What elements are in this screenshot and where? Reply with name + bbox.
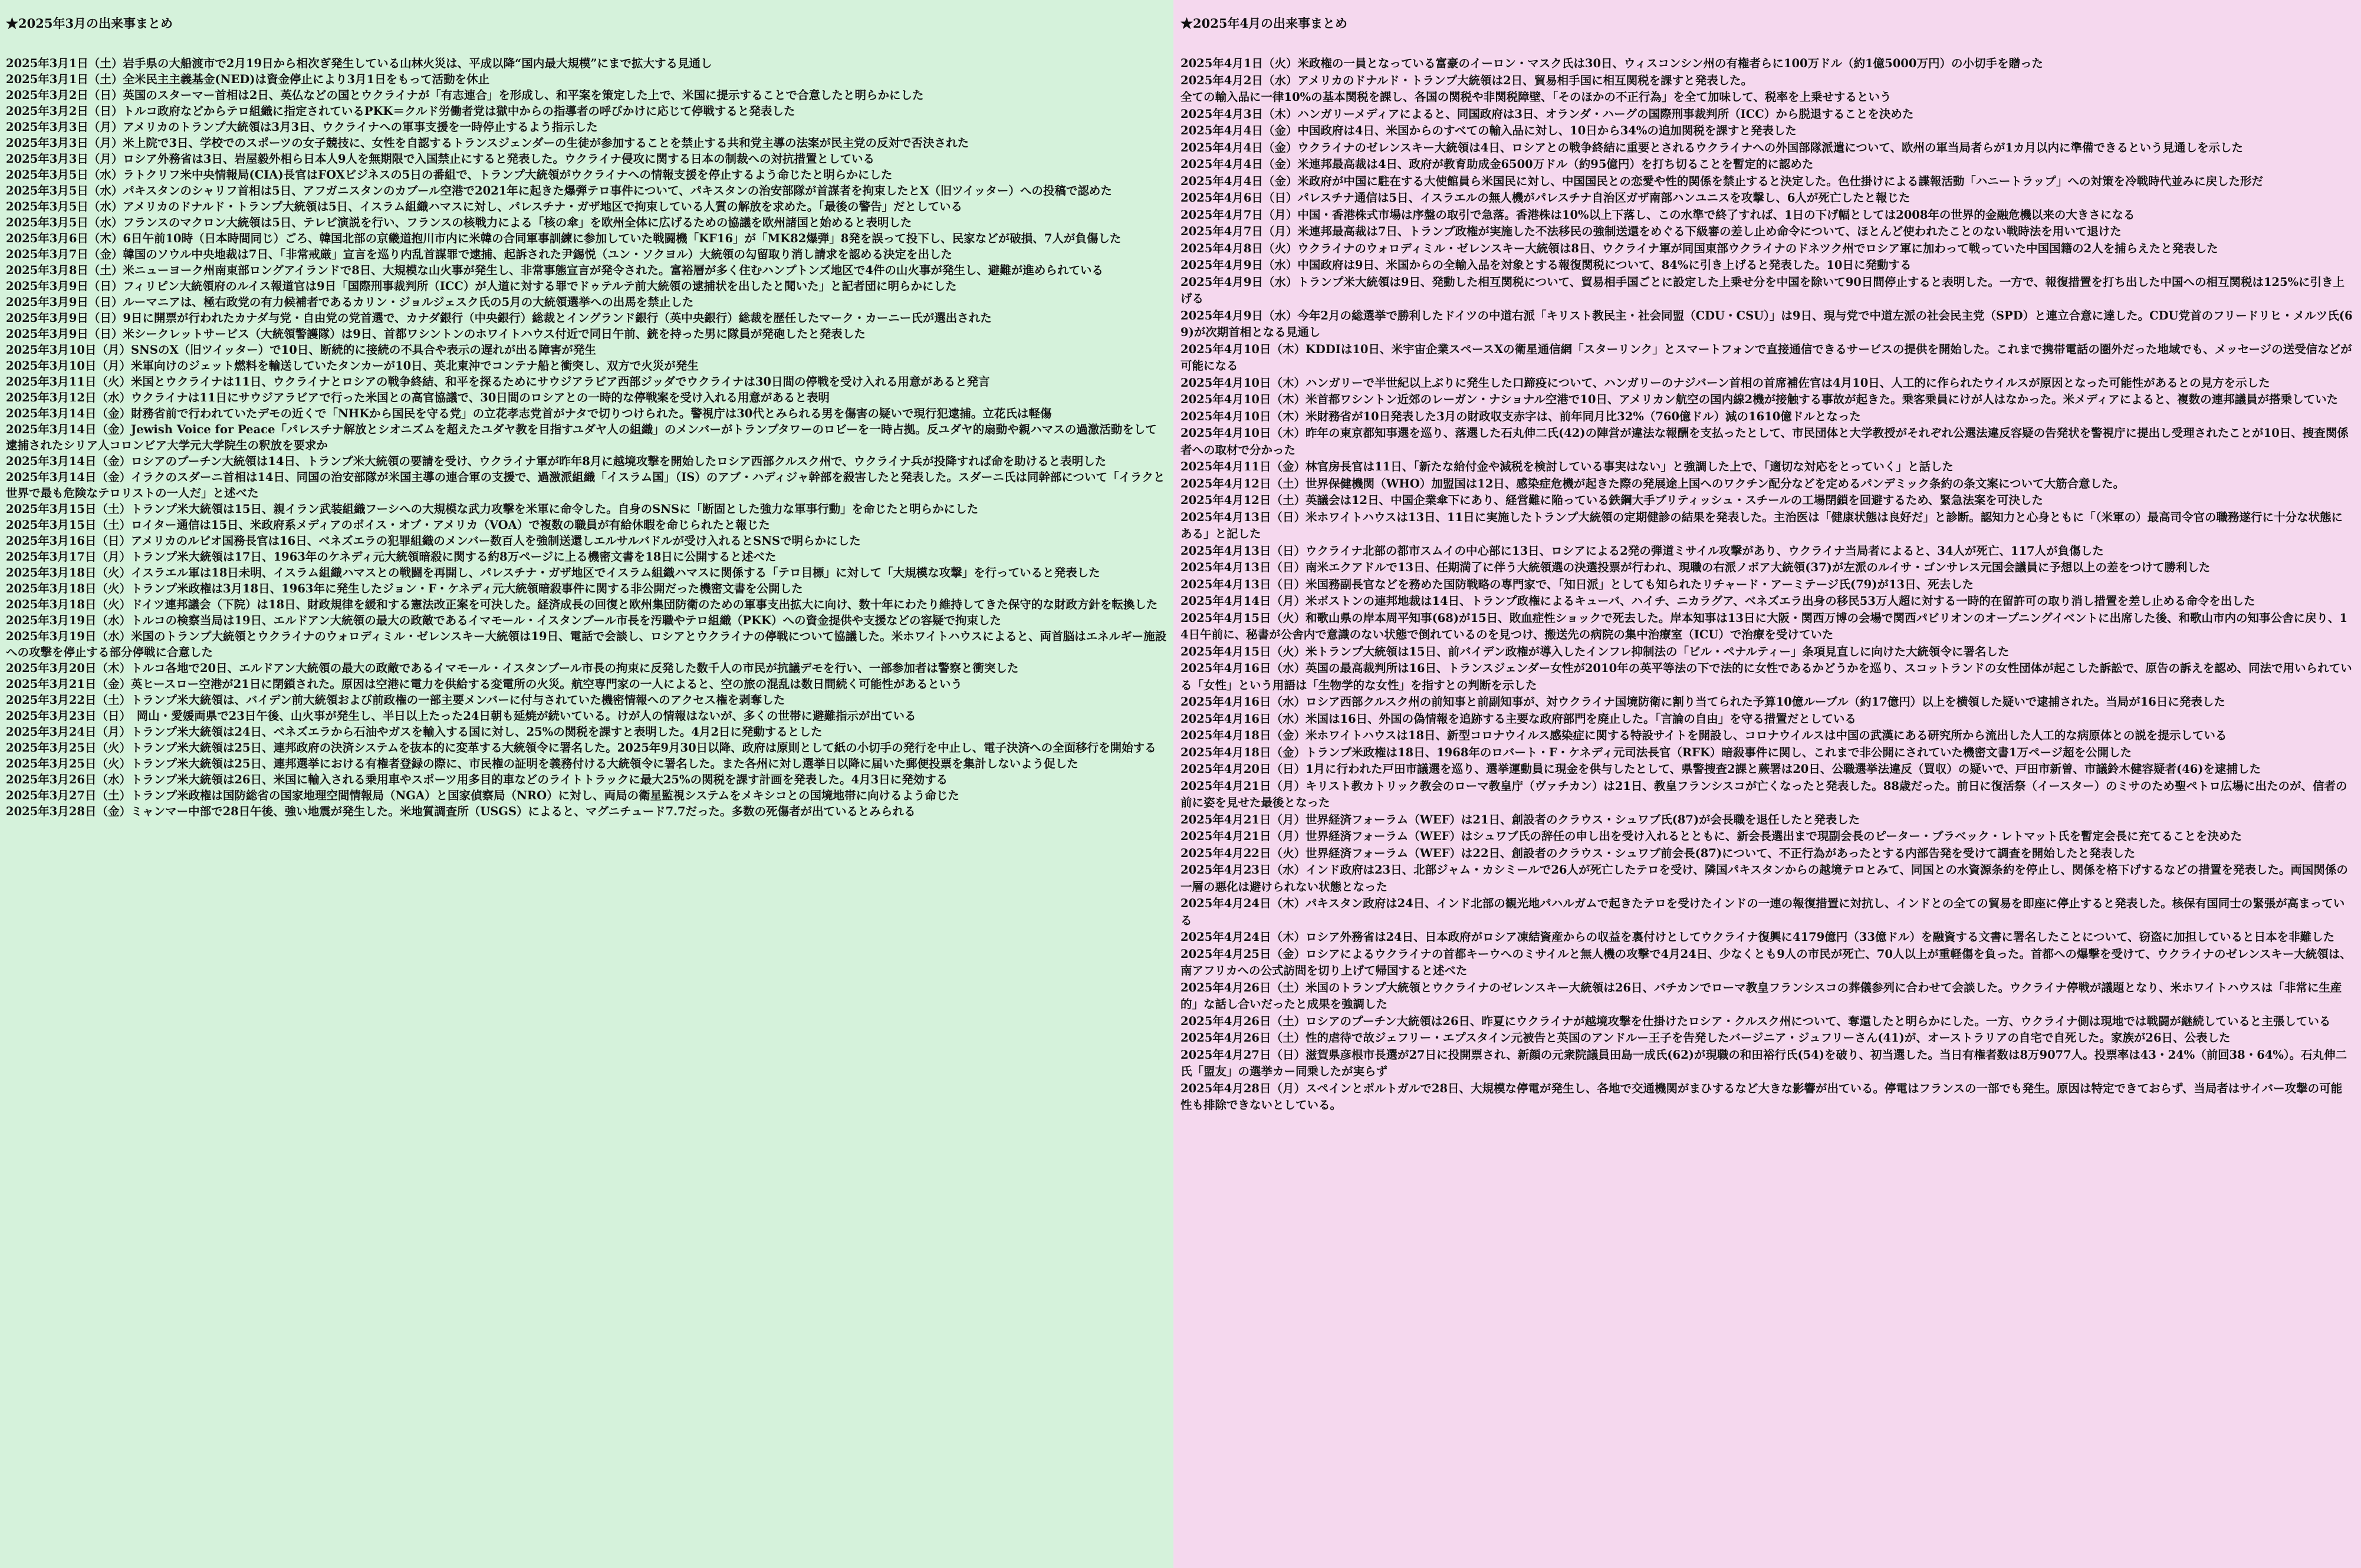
event-entry: 2025年4月8日（火）ウクライナのウォロディミル・ゼレンスキー大統領は8日、ウクライナ軍が同国東部ウクライナのドネツク州でロシア軍に加わって戦っていた中国国籍の2人を捕らえたと発表した (1180, 241, 2218, 255)
event-entry: 2025年4月10日（木）米首都ワシントン近郊のレーガン・ナショナル空港で10日、アメリカン航空の国内線2機が接触する事故が起きた。乗客乗員にけが人はなかった。米メディアによると、複数の連邦議員が搭乗していた (1180, 393, 2339, 406)
event-entry: 2025年3月10日（月）米軍向けのジェット燃料を輸送していたタンカーが10日、英北東沖でコンテナ船と衝突し、双方で火災が発生 (6, 359, 699, 373)
event-entry: 2025年3月2日（日）英国のスターマー首相は2日、英仏などの国とウクライナが「有志連合」を形成し、和平案を策定した上で、米国に提示することで合意したと明らかにした (6, 88, 924, 102)
event-entry: 2025年3月15日（土）トランプ米大統領は15日、親イラン武装組織フーシへの大規模な武力攻撃を米軍に命令した。自身のSNSに「断固とした強力な軍事行動」を命じたと明らかにした (6, 502, 979, 516)
event-entry: 2025年3月25日（火）トランプ米大統領は25日、連邦選挙における有権者登録の際に、市民権の証明を義務付ける大統領令に署名した。また各州に対し選挙日以降に届いた郵便投票を集計しないよう促した (6, 757, 1078, 770)
event-entry: 2025年4月4日（金）米連邦最高裁は4日、政府が教育助成金6500万ドル（約95億円）を打ち切ることを暫定的に認めた (1180, 157, 1814, 171)
event-entry: 2025年4月9日（水）中国政府は9日、米国からの全輸入品を対象とする報復関税について、84%に引き上げると発表した。10日に発動する (1180, 258, 1912, 272)
event-entry: 2025年3月1日（土）全米民主主義基金(NED)は資金停止により3月1日をもって活動を休止 (6, 73, 490, 86)
event-entry: 2025年3月17日（月）トランプ米大統領は17日、1963年のケネディ元大統領暗殺に関する約8万ページに上る機密文書を18日に公開すると述べた (6, 550, 777, 564)
event-entry: 2025年3月3日（月）ロシア外務省は3日、岩屋毅外相ら日本人9人を無期限で入国禁止にすると発表した。ウクライナ侵攻に関する日本の制裁への対抗措置としている (6, 152, 874, 166)
event-entry: 2025年4月12日（土）世界保健機関（WHO）加盟国は12日、感染症危機が起きた際の発展途上国へのワクチン配分などを定めるパンデミック条約の条文案について大筋合意した。 (1180, 476, 2125, 490)
april-column (1173, 0, 2361, 1568)
event-entry: 2025年3月2日（日）トルコ政府などからテロ組織に指定されているPKK＝クルド労働者党は獄中からの指導者の呼びかけに応じて停戦すると発表した (6, 104, 795, 118)
event-entry: 2025年3月15日（土）ロイター通信は15日、米政府系メディアのボイス・オブ・アメリカ（VOA）で複数の職員が有給休暇を命じられたと報じた (6, 518, 770, 532)
event-entry: 2025年4月11日（金）林官房長官は11日、「新たな給付金や減税を検討している事実はない」と強調した上で、「適切な対応をとっていく」と話した (1180, 460, 1954, 473)
event-entry: 2025年4月3日（木）ハンガリーメディアによると、同国政府は3日、オランダ・ハーグの国際刑事裁判所（ICC）から脱退することを決めた (1180, 107, 1914, 121)
event-entry: 2025年4月18日（金）米ホワイトハウスは18日、新型コロナウイルス感染症に関する特設サイトを開設し、コロナウイルスは中国の武漢にある研究所から流出した人工的な病原体との説を提示している (1180, 729, 2227, 742)
event-entry: 2025年3月20日（木）トルコ各地で20日、エルドアン大統領の最大の政敵であるイマモール・イスタンブール市長の拘束に反発した数千人の市民が抗議デモを行い、一部参加者は警察と衝突した (6, 661, 1019, 675)
event-entry: 2025年4月10日（木）米財務省が10日発表した3月の財政収支赤字は、前年同月比32%（760億ドル）減の1610億ドルとなった (1180, 409, 1861, 423)
event-entry: 2025年4月9日（水）今年2月の総選挙で勝利したドイツの中道右派「キリスト教民主・社会同盟（CDU・CSU）」は9日、現与党で中道左派の社会民主党（SPD）と連立合意に達した。CDU党首のフリードリヒ・メルツ氏(69)が次期首相となる見通し (1180, 308, 2353, 339)
event-entry: 2025年3月6日（木）6日午前10時（日本時間同じ）ごろ、韓国北部の京畿道抱川市内に米韓の合同軍事訓練に参加していた戦闘機「KF16」が「MK82爆弾」8発を誤って投下し、民家などが破損、7人が負傷した (6, 232, 1122, 245)
event-entry: 2025年4月13日（日）南米エクアドルで13日、任期満了に伴う大統領選の決選投票が行われ、現職の右派ノボア大統領(37)が左派のルイサ・ゴンサレス元国会議員に予想以上の差をつけて勝利した (1180, 561, 2211, 574)
march-column (0, 0, 1173, 1568)
event-entry: 2025年4月13日（日）米国務副長官などを務めた国防戦略の専門家で、「知日派」としても知られたリチャード・アーミテージ氏(79)が13日、死去した (1180, 577, 1974, 591)
event-entry: 2025年4月4日（金）米政府が中国に駐在する大使館員ら米国民に対し、中国国民との恋愛や性的関係を禁止すると決定した。色仕掛けによる諜報活動「ハニートラップ」への対策を冷戦時代並みに戻した形だ (1180, 174, 2264, 188)
event-entry: 2025年4月4日（金）ウクライナのゼレンスキー大統領は4日、ロシアとの戦争終結に重要とされるウクライナへの外国部隊派遣について、欧州の軍当局者らが1カ月以内に準備できるという見通しを示した (1180, 140, 2244, 154)
event-entry: 2025年3月27日（土）トランプ米政権は国防総省の国家地理空間情報局（NGA）と国家偵察局（NRO）に対し、両局の衛星監視システムをメキシコとの国境地帯に向けるよう命じた (6, 789, 959, 802)
event-entry: 2025年4月13日（日）米ホワイトハウスは13日、11日に実施したトランプ大統領の定期健診の結果を発表した。主治医は「健康状態は良好だ」と診断。認知力と心身ともに「（米軍の）最高司令官の職務遂行に十分な状態にある」と記した (1180, 510, 2343, 541)
event-entry: 2025年3月21日（金）英ヒースロー空港が21日に閉鎖された。原因は空港に電力を供給する変電所の火災。航空専門家の一人によると、空の旅の混乱は数日間続く可能性があるという (6, 677, 962, 691)
event-entry: 2025年4月28日（月）スペインとポルトガルで28日、大規模な停電が発生し、各地で交通機関がまひするなど大きな影響が出ている。停電はフランスの一部でも発生。原因は特定できておらず、当局者はサイバー攻撃の可能性も排除できないとしている。 (1180, 1081, 2343, 1112)
event-entry: 2025年3月8日（土）米ニューヨーク州南東部ロングアイランドで8日、大規模な山火事が発生し、非常事態宣言が発令された。富裕層が多く住むハンプトンズ地区で4件の山火事が発生し、避難が進められている (6, 263, 1103, 277)
event-entry: 2025年4月21日（月）キリスト教カトリック教会のローマ教皇庁（ヴァチカン）は21日、教皇フランシスコが亡くなったと発表した。88歳だった。前日に復活祭（イースター）のミサのため聖ペトロ広場に出たのが、信者の前に姿を見せた最後となった (1180, 779, 2347, 809)
event-entry: 2025年4月10日（木）昨年の東京都知事選を巡り、落選した石丸伸二氏(42)の陣営が違法な報酬を支払ったとして、市民団体と大学教授がそれぞれ公選法違反容疑の告発状を警視庁に提出し受理されたことが10日、捜査関係者への取材で分かった (1180, 426, 2349, 457)
event-entry: 2025年3月24日（月）トランプ米大統領は24日、ベネズエラから石油やガスを輸入する国に対し、25%の関税を課すと表明した。4月2日に発動するとした (6, 725, 823, 739)
event-entry: 2025年3月3日（月）米上院で3日、学校でのスポーツの女子競技に、女性を自認するトランスジェンダーの生徒が参加することを禁止する共和党主導の法案が民主党の反対で否決された (6, 136, 969, 150)
event-entry: 2025年4月15日（火）米トランプ大統領は15日、前バイデン政権が導入したインフレ抑制法の「ビル・ペナルティー」条項見直しに向けた大統領令に署名した (1180, 644, 2010, 658)
event-entry: 2025年4月15日（火）和歌山県の岸本周平知事(68)が15日、敗血症性ショックで死去した。岸本知事は13日に大阪・関西万博の会場で関西パビリオンのオープニングイベントに出席した後、和歌山市内の知事公舎に戻り、14日午前に、秘書が公舎内で意識のない状態で倒れているのを見つけ、搬送先の病院の集中治療室（ICU）で治療を受けていた (1180, 611, 2348, 641)
event-entry: 2025年4月16日（水）英国の最高裁判所は16日、トランスジェンダー女性が2010年の英平等法の下で法的に女性であるかどうかを巡り、スコットランドの女性団体が起こした訴訟で、原告の訴えを認め、同法で用いられている「女性」という用語は「生物学的な女性」を指すとの判断を示した (1180, 661, 2352, 692)
event-entry: 2025年3月5日（水）フランスのマクロン大統領は5日、テレビ演説を行い、フランスの核戦力による「核の傘」を欧州全体に広げるための協議を欧州諸国と始めると表明した (6, 216, 912, 229)
event-entry: 2025年4月20日（日）1月に行われた戸田市議選を巡り、選挙運動員に現金を供与したとして、県警捜査2課と蕨署は20日、公職選挙法違反（買収）の疑いで、戸田市新曽、市議鈴木健容疑者(46)を逮捕した (1180, 762, 2261, 776)
event-entry: 2025年3月9日（日）9日に開票が行われたカナダ与党・自由党の党首選で、カナダ銀行（中央銀行）総裁とイングランド銀行（英中央銀行）総裁を歴任したマーク・カーニー氏が選出された (6, 311, 992, 325)
event-entry: 2025年4月14日（月）米ボストンの連邦地裁は14日、トランプ政権によるキューバ、ハイチ、ニカラグア、ベネズエラ出身の移民53万人超に対する一時的在留許可の取り消し措置を差し止める命令を出した (1180, 594, 2255, 608)
event-entry: 2025年4月9日（水）トランプ米大統領は9日、発動した相互関税について、貿易相手国ごとに設定した上乗せ分を中国を除いて90日間停止すると表明した。一方で、報復措置を打ち出した中国への相互関税は125%に引き上げる (1180, 275, 2345, 305)
event-entry: 2025年4月21日（月）世界経済フォーラム（WEF）は21日、創設者のクラウス・シュワブ氏(87)が会長職を退任したと発表した (1180, 812, 1860, 826)
event-entry: 2025年4月7日（月）中国・香港株式市場は序盤の取引で急落。香港株は10%以上下落し、この水準で終了すれば、1日の下げ幅としては2008年の世界的金融危機以来の大きさになる (1180, 207, 2135, 222)
event-entry: 2025年3月18日（火）ドイツ連邦議会（下院）は18日、財政規律を緩和する憲法改正案を可決した。経済成長の回復と欧州集団防衛のための軍事支出拡大に向け、数十年にわたり維持してきた保守的な財政方針を転換した (6, 598, 1158, 611)
event-entry: 2025年3月9日（日）フィリピン大統領府のルイス報道官は9日「国際刑事裁判所（ICC）が人道に対する罪でドゥテルテ前大統領の逮捕状を出したと聞いた」と記者団に明らかにした (6, 279, 957, 293)
event-entry: 2025年4月12日（土）英議会は12日、中国企業傘下にあり、経営難に陥っている鉄鋼大手ブリティッシュ・スチールの工場閉鎖を回避するため、緊急法案を可決した (1180, 493, 2043, 507)
event-entry: 2025年3月19日（水）トルコの検察当局は19日、エルドアン大統領の最大の政敵であるイマモール・イスタンブール市長を汚職やテロ組織（PKK）への資金提供や支援などの容疑で拘束した (6, 614, 1001, 627)
event-entry: 2025年3月14日（金）財務省前で行われていたデモの近くで「NHKから国民を守る党」の立花孝志党首がナタで切りつけられた。警視庁は30代とみられる男を傷害の疑いで現行犯逮捕。立花氏は軽傷 (6, 407, 1052, 420)
event-entry: 2025年3月18日（火）トランプ米政権は3月18日、1963年に発生したジョン・F・ケネディ元大統領暗殺事件に関する非公開だった機密文書を公開した (6, 582, 803, 595)
event-entry: 2025年3月3日（月）アメリカのトランプ大統領は3月3日、ウクライナへの軍事支援を一時停止するよう指示した (6, 120, 598, 134)
april-title: ★2025年4月の出来事まとめ (1180, 16, 1348, 31)
event-entry: 全ての輸入品に一律10%の基本関税を課し、各国の関税や非関税障壁、「そのほかの不正行為」を全て加味して、税率を上乗せするという (1180, 90, 1892, 104)
event-entry: 2025年3月22日（土）トランプ米大統領は、バイデン前大統領および前政権の一部主要メンバーに付与されていた機密情報へのアクセス権を剥奪した (6, 693, 785, 707)
event-entry: 2025年4月23日（水）インド政府は23日、北部ジャム・カシミールで26人が死亡したテロを受け、隣国パキスタンからの越境テロとみて、同国との水資源条約を停止し、関係を格下げするなどの措置を発表した。両国関係の一層の悪化は避けられない状態となった (1180, 863, 2348, 894)
event-entry: 2025年4月7日（月）米連邦最高裁は7日、トランプ政権が実施した不法移民の強制送還をめぐる下級審の差し止め命令について、ほとんど使われたことのない戦時法を用いて退けた (1180, 225, 2122, 238)
event-entry: 2025年3月23日（日） 岡山・愛媛両県で23日午後、山火事が発生し、半日以上たった24日朝も延焼が続いている。けが人の情報はないが、多くの世帯に避難指示が出ている (6, 709, 916, 723)
event-entry: 2025年3月28日（金）ミャンマー中部で28日午後、強い地震が発生した。米地質調査所（USGS）によると、マグニチュード7.7だった。多数の死傷者が出ているとみられる (6, 805, 916, 818)
event-entry: 2025年4月27日（日）滋賀県彦根市長選が27日に投開票され、新顔の元衆院議員田島一成氏(62)が現職の和田裕行氏(54)を破り、初当選した。当日有権者数は8万9077人。投票率は43・24%（前回38・64%）。石丸伸二氏「盟友」の選挙カー同乗したが実らず (1180, 1047, 2347, 1078)
event-entry: 2025年3月14日（金）イラクのスダーニ首相は14日、同国の治安部隊が米国主導の連合軍の支援で、過激派組織「イスラム国」（IS）のアブ・ハディジャ幹部を殺害したと発表した。スダーニ氏は同幹部について「イラクと世界で最も危険なテロリストの一人だ」と述べた (6, 470, 1165, 500)
april-event-list (1180, 55, 2353, 1114)
event-entry: 2025年4月1日（火）米政権の一員となっている富豪のイーロン・マスク氏は30日、ウィスコンシン州の有権者らに100万ドル（約1億5000万円）の小切手を贈った (1180, 57, 2043, 70)
event-entry: 2025年4月22日（火）世界経済フォーラム（WEF）は22日、創設者のクラウス・シュワブ前会長(87)について、不正行為があったとする内部告発を受けて調査を開始したと発表した (1180, 846, 2136, 860)
event-entry: 2025年4月10日（木）ハンガリーで半世紀以上ぶりに発生した口蹄疫について、ハンガリーのナジバーン首相の首席補佐官は4月10日、人工的に作られたウイルスが原因となった可能性があるとの見方を示した (1180, 375, 2270, 390)
event-entry: 2025年3月11日（火）米国とウクライナは11日、ウクライナとロシアの戦争終結、和平を探るためにサウジアラビア西部ジッダでウクライナは30日間の停戦を受け入れる用意があると発言 (6, 375, 990, 388)
event-entry: 2025年3月5日（水）アメリカのドナルド・トランプ大統領は5日、イスラム組織ハマスに対し、パレスチナ・ガザ地区で拘束している人質の解放を求めた。「最後の警告」だとしている (6, 200, 963, 213)
event-entry: 2025年4月21日（月）世界経済フォーラム（WEF）はシュワブ氏の辞任の申し出を受け入れるとともに、新会長選出まで現副会長のピーター・ブラベック・レトマット氏を暫定会長に充てることを決めた (1180, 829, 2242, 843)
event-entry: 2025年4月10日（木）KDDIは10日、米宇宙企業スペースXの衛星通信網「スターリンク」とスマートフォンで直接通信できるサービスの提供を開始した。これまで携帯電話の圏外だった地域でも、メッセージの送受信などが可能になる (1180, 342, 2352, 373)
event-entry: 2025年4月16日（水）米国は16日、外国の偽情報を追跡する主要な政府部門を廃止した。「言論の自由」を守る措置だとしている (1180, 711, 1856, 726)
event-entry: 2025年3月25日（火）トランプ米大統領は25日、連邦政府の決済システムを抜本的に変革する大統領令に署名した。2025年9月30日以降、政府は原則として紙の小切手の発行を中止し、電子決済への全面移行を開始する (6, 741, 1156, 755)
march-event-list (6, 55, 1168, 819)
event-entry: 2025年3月14日（金）Jewish Voice for Peace「パレスチナ解放とシオニズムを超えたユダヤ教を目指すユダヤ人の組織」のメンバーがトランプタワーのロビーを一時占拠。反ユダヤ的扇動や親ハマスの過激活動をして逮捕されたシリア人コロンビア大学元大学院生の釈放を要求か (6, 423, 1157, 452)
event-entry: 2025年4月26日（土）米国のトランプ大統領とウクライナのゼレンスキー大統領は26日、バチカンでローマ教皇フランシスコの葬儀参列に合わせて会談した。ウクライナ停戦が議題となり、米ホワイトハウスは「非常に生産的」な話し合いだったと成果を強調した (1180, 980, 2342, 1011)
event-entry: 2025年4月24日（木）パキスタン政府は24日、インド北部の観光地パハルガムで起きたテロを受けたインドの一連の報復措置に対抗し、インドとの全ての貿易を即座に停止すると発表した。核保有国同士の緊張が高まっている (1180, 897, 2345, 927)
event-entry: 2025年4月13日（日）ウクライナ北部の都市スムイの中心部に13日、ロシアによる2発の弾道ミサイル攻撃があり、ウクライナ当局者によると、34人が死亡、117人が負傷した (1180, 543, 2104, 558)
event-entry: 2025年3月18日（火）イスラエル軍は18日未明、イスラム組織ハマスとの戦闘を再開し、パレスチナ・ガザ地区でイスラム組織ハマスに関係する「テロ目標」に対して「大規模な攻撃」を行っていると発表した (6, 566, 1100, 579)
event-entry: 2025年3月9日（日）ルーマニアは、極右政党の有力候補者であるカリン・ジョルジェスク氏の5月の大統領選挙への出馬を禁止した (6, 295, 694, 309)
event-entry: 2025年3月26日（水）トランプ米大統領は26日、米国に輸入される乗用車やスポーツ用多目的車などのライトトラックに最大25%の関税を課す計画を発表した。4月3日に発効する (6, 773, 948, 786)
event-entry: 2025年3月7日（金）韓国のソウル中央地裁は7日、「非常戒厳」宣言を巡り内乱首謀罪で逮捕、起訴された尹錫悦（ユン・ソクヨル）大統領の勾留取り消し請求を認める決定を出した (6, 248, 953, 261)
event-entry: 2025年4月24日（木）ロシア外務省は24日、日本政府がロシア凍結資産からの収益を裏付けとしてウクライナ復興に4179億円（33億ドル）を融資する文書に署名したことについて、窃盗に加担していると日本を非難した (1180, 930, 2335, 944)
event-entry: 2025年4月6日（日）パレスチナ通信は5日、イスラエルの無人機がパレスチナ自治区ガザ南部ハンユニスを攻撃し、6人が死亡したと報じた (1180, 191, 1910, 205)
event-entry: 2025年4月25日（金）ロシアによるウクライナの首都キーウへのミサイルと無人機の攻撃で4月24日、少なくとも9人の市民が死亡、70人以上が重軽傷を負った。首都への爆撃を受けて、ウクライナのゼレンスキー大統領は、南アフリカへの公式訪問を切り上げて帰国すると述べた (1180, 947, 2352, 977)
event-entry: 2025年4月4日（金）中国政府は4日、米国からのすべての輸入品に対し、10日から34%の追加関税を課すと発表した (1180, 124, 1797, 137)
event-entry: 2025年4月26日（土）ロシアのプーチン大統領は26日、昨夏にウクライナが越境攻撃を仕掛けたロシア・クルスク州について、奪還したと明らかにした。一方、ウクライナ側は現地では戦闘が継続していると主張している (1180, 1014, 2331, 1028)
event-entry: 2025年3月9日（日）米シークレットサービス（大統領警護隊）は9日、首都ワシントンのホワイトハウス付近で同日午前、銃を持った男に隊員が発砲したと発表した (6, 327, 866, 341)
event-entry: 2025年4月16日（水）ロシア西部クルスク州の前知事と前副知事が、対ウクライナ国境防衛に割り当てられた予算10億ルーブル（約17億円）以上を横領した疑いで逮捕された。当局が16日に発表した (1180, 695, 2225, 709)
event-entry: 2025年3月12日（水）ウクライナは11日にサウジアラビアで行った米国との高官協議で、30日間のロシアとの一時的な停戦案を受け入れる用意があると表明 (6, 391, 830, 404)
event-entry: 2025年3月5日（水）ラトクリフ米中央情報局(CIA)長官はFOXビジネスの5日の番組で、トランプ大統領がウクライナへの情報支援を停止するよう命じたと明らかにした (6, 168, 893, 182)
event-entry: 2025年4月26日（土）性的虐待で故ジェフリー・エプスタイン元被告と英国のアンドルー王子を告発したバージニア・ジュフリーさん(41)が、オーストラリアの自宅で自死した。家族が26日、公表した (1180, 1031, 2231, 1045)
event-entry: 2025年3月5日（水）パキスタンのシャリフ首相は5日、アフガニスタンのカブール空港で2021年に起きた爆弾テロ事件について、パキスタンの治安部隊が首謀者を拘束したとX（旧ツイッター）への投稿で認めた (6, 184, 1112, 197)
event-entry: 2025年4月2日（水）アメリカのドナルド・トランプ大統領は2日、貿易相手国に相互関税を課すと発表した。 (1180, 73, 1753, 87)
march-title: ★2025年3月の出来事まとめ (6, 16, 173, 31)
event-entry: 2025年3月10日（月）SNSのX（旧ツイッター）で10日、断続的に接続の不具合や表示の遅れが出る障害が発生 (6, 343, 596, 357)
event-entry: 2025年3月19日（水）米国のトランプ大統領とウクライナのウォロディミル・ゼレンスキー大統領は19日、電話で会談し、ロシアとウクライナの停戦について協議した。米ホワイトハウスによると、両首脳はエネルギー施設への攻撃を停止する部分停戦に合意した (6, 630, 1167, 659)
event-entry: 2025年3月1日（土）岩手県の大船渡市で2月19日から相次ぎ発生している山林火災は、平成以降“国内最大規模”にまで拡大する見通し (6, 57, 712, 70)
event-entry: 2025年3月14日（金）ロシアのプーチン大統領は14日、トランプ米大統領の要請を受け、ウクライナ軍が昨年8月に越境攻撃を開始したロシア西部クルスク州で、ウクライナ兵が投降すれば命を助けると表明した (6, 454, 1107, 468)
event-entry: 2025年3月16日（日）アメリカのルビオ国務長官は16日、ベネズエラの犯罪組織のメンバー数百人を強制送還しエルサルバドルが受け入れるとSNSで明らかにした (6, 534, 861, 548)
event-entry: 2025年4月18日（金）トランプ米政権は18日、1968年のロバート・F・ケネディ元司法長官（RFK）暗殺事件に関し、これまで非公開にされていた機密文書1万ページ超を公開した (1180, 745, 2132, 759)
